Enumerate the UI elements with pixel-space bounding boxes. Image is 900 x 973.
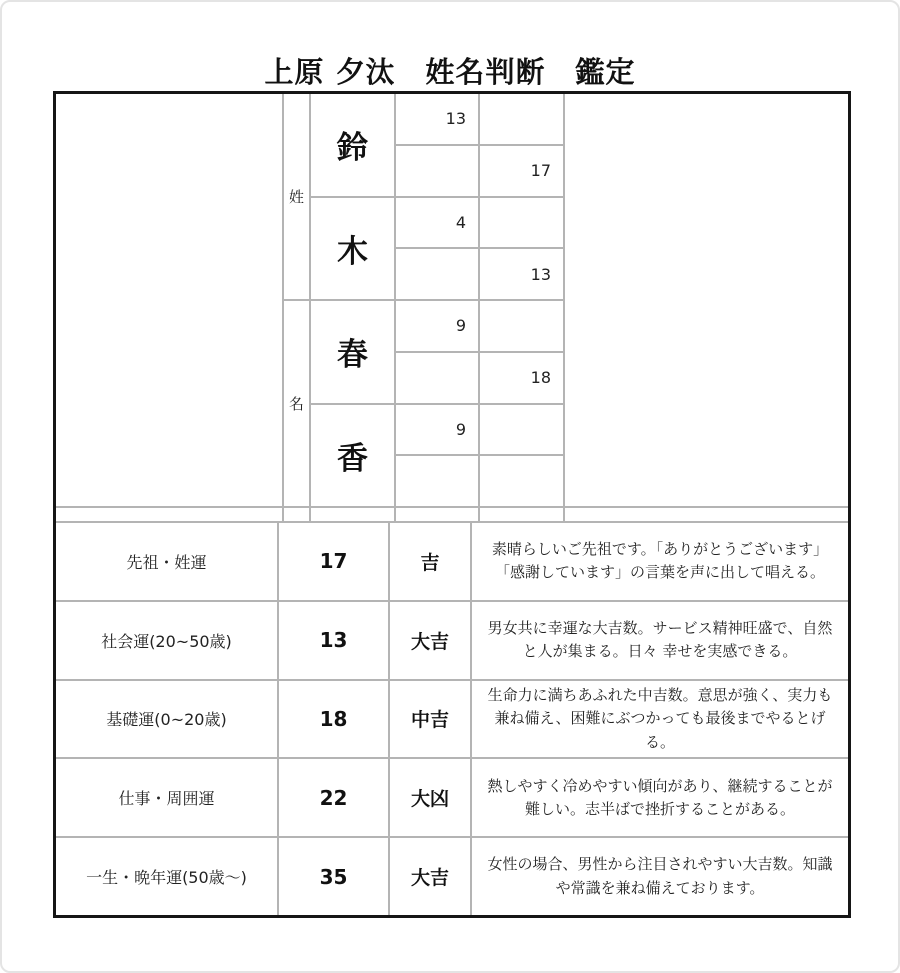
fortune-number: 17	[279, 523, 388, 600]
fortune-rating: 中吉	[390, 681, 470, 758]
fortune-number: 18	[279, 681, 388, 758]
fortune-description: 素晴らしいご先祖です。「ありがとうございます」「感謝しています」の言葉を声に出して唱える。	[472, 523, 848, 600]
fortune-table	[53, 91, 851, 918]
givenname-char-1: 春	[311, 301, 394, 403]
stroke-count-1: 13	[396, 94, 478, 144]
fortune-category: 一生・晩年運(50歳〜)	[56, 838, 277, 915]
left-empty-cell	[56, 94, 282, 506]
stroke-count-3: 9	[396, 301, 478, 351]
fortune-description: 熱しやすく冷めやすい傾向があり、継続することが難しい。志半ばで挫折することがある。	[472, 759, 848, 836]
stroke-count-4: 9	[396, 405, 478, 455]
fortune-result-grid	[56, 523, 848, 915]
givenname-label: 名	[284, 301, 309, 506]
fortune-rating: 吉	[390, 523, 470, 600]
fortune-rating: 大吉	[390, 602, 470, 679]
stroke-empty-cell	[396, 249, 478, 299]
page-title: 上原 夕汰 姓名判断 鑑定	[264, 55, 636, 89]
surname-char-2: 木	[311, 198, 394, 300]
sum-empty-cell	[480, 405, 563, 455]
stroke-empty-cell	[396, 456, 478, 506]
sum-jinkaku: 13	[480, 249, 563, 299]
stroke-empty-cell	[396, 146, 478, 196]
sum-empty-cell	[480, 456, 563, 506]
fortune-description: 生命力に満ちあふれた中吉数。意思が強く、実力も兼ね備え、困難にぶつかっても最後までやるとげる。	[472, 681, 848, 758]
surname-char-1: 鈴	[311, 94, 394, 196]
spacer-cell	[565, 508, 848, 521]
spacer-cell	[284, 508, 309, 521]
right-empty-cell	[565, 94, 848, 506]
givenname-char-2: 香	[311, 405, 394, 507]
fortune-description: 男女共に幸運な大吉数。サービス精神旺盛で、自然と人が集まる。日々 幸せを実感できる。	[472, 602, 848, 679]
fortune-category: 基礎運(0~20歳)	[56, 681, 277, 758]
spacer-cell	[311, 508, 394, 521]
sum-chikaku: 18	[480, 353, 563, 403]
sum-empty-cell	[480, 301, 563, 351]
fortune-number: 22	[279, 759, 388, 836]
sum-empty-cell	[480, 198, 563, 248]
sum-tenkaku: 17	[480, 146, 563, 196]
fortune-number: 35	[279, 838, 388, 915]
fortune-rating: 大吉	[390, 838, 470, 915]
stroke-empty-cell	[396, 353, 478, 403]
spacer-cell	[396, 508, 478, 521]
fortune-description: 女性の場合、男性から注目されやすい大吉数。知識や常識を兼ね備えております。	[472, 838, 848, 915]
spacer-cell	[480, 508, 563, 521]
surname-label: 姓	[284, 94, 309, 299]
fortune-category: 仕事・周囲運	[56, 759, 277, 836]
fortune-category: 先祖・姓運	[56, 523, 277, 600]
fortune-rating: 大凶	[390, 759, 470, 836]
sum-empty-cell	[480, 94, 563, 144]
fortune-category: 社会運(20~50歳)	[56, 602, 277, 679]
spacer-cell	[56, 508, 282, 521]
name-analysis-grid	[56, 94, 848, 521]
fortune-number: 13	[279, 602, 388, 679]
stroke-count-2: 4	[396, 198, 478, 248]
